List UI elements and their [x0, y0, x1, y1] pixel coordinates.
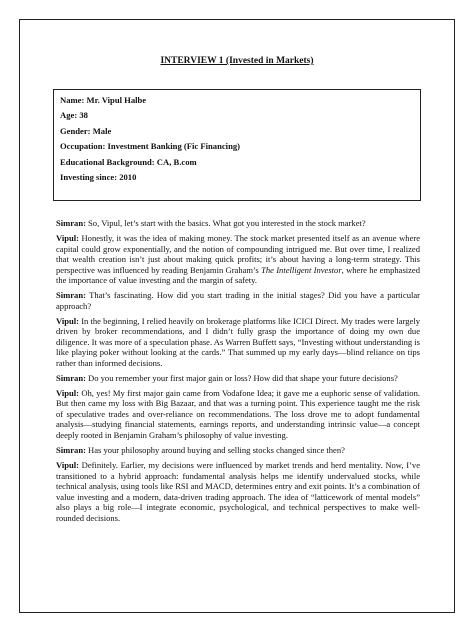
profile-investing-since: Investing since: 2010 — [60, 172, 137, 183]
speaker-label: Vipul: — [56, 315, 79, 326]
dialogue-turn — [56, 445, 420, 456]
dialogue-turn — [56, 218, 420, 229]
speaker-label: Vipul: — [56, 460, 79, 471]
profile-occupation: Occupation: Investment Banking (Fic Financing) — [60, 141, 241, 152]
dialogue-turn — [56, 460, 420, 523]
dialogue-turn — [56, 316, 420, 369]
profile-box — [53, 89, 421, 201]
speaker-label: Simran: — [56, 218, 86, 228]
profile-education: Educational Background: CA, B.com — [60, 156, 197, 167]
profile-name: Name: Mr. Vipul Halbe — [60, 95, 147, 105]
profile-age: Age: 38 — [60, 110, 88, 121]
dialogue-text: In the beginning, I relied heavily on brokerage platforms like ICICI Direct. My trades were largely driven by broker recommendations, and I didn’t fully grasp the importance of doing my own due diligence. It was more of a speculation phase. As Warren Buffett says, “Investing without understanding is like playing poker without looking at the cards.” That summed up my early days—blind reliance on tips rather than informed decisions. — [56, 315, 420, 368]
speaker-label: Simran: — [56, 445, 86, 456]
dialogue-turn — [56, 290, 420, 311]
dialogue-text: Has your philosophy around buying and selling stocks changed since then? — [85, 445, 345, 456]
speaker-label: Simran: — [56, 290, 86, 301]
dialogue-text: , where he emphasized the importance of value investing and the margin of safety. — [56, 264, 421, 286]
dialogue-text: Honestly, it was the idea of making money. The stock market presented itself as an avenue where capital could grow exponentially, and the notion of compounding intrigued me. But over time, I realized that wealth creation isn’t just about making quick profits; it’s about having a long-term strategy. This perspective was influenced by reading Benjamin Graham’s — [56, 233, 420, 275]
speaker-label: Vipul: — [56, 233, 79, 244]
speaker-label: Simran: — [56, 372, 86, 383]
interview-dialogue — [56, 218, 420, 528]
dialogue-text: Oh, yes! My first major gain came from Vodafone Idea; it gave me a euphoric sense of validation. But then came my loss with Big Bazaar, and that was a turning point. This experience taught me the risk of speculative trades and over-reliance on recommendations. The loss drove me to adopt fundamental analysis—studying financial statements, earnings reports, and understanding intrinsic value—a concept deeply rooted in Benjamin Graham’s philosophy of value investing. — [56, 387, 420, 440]
dialogue-turn — [56, 373, 420, 384]
dialogue-turn — [56, 233, 420, 286]
dialogue-text: That’s fascinating. How did you start trading in the initial stages? Did you have a particular approach? — [56, 290, 420, 311]
dialogue-text: Definitely. Earlier, my decisions were influenced by market trends and herd mentality. Now, I’ve transitioned to a hybrid approach: fundamental analysis helps me identify undervalued stocks, while technical analysis, using tools like RSI and MACD, determines entry and exit points. It’s a combination of value investing and a modern, data-driven trading approach. The idea of “latticework of mental models” also plays a big role—I integrate economic, psychological, and technical perspectives to make well-rounded decisions. — [56, 460, 420, 523]
profile-gender: Gender: Male — [60, 125, 112, 136]
dialogue-text: So, Vipul, let’s start with the basics. What got you interested in the stock market? — [85, 218, 366, 228]
dialogue-text: Do you remember your first major gain or loss? How did that shape your future decisions? — [85, 372, 398, 383]
document-page — [19, 19, 455, 613]
book-title: The Intelligent Investor — [261, 264, 342, 275]
document-title: INTERVIEW 1 (Invested in Markets) — [160, 56, 314, 66]
dialogue-turn — [56, 388, 420, 441]
speaker-label: Vipul: — [56, 387, 79, 398]
